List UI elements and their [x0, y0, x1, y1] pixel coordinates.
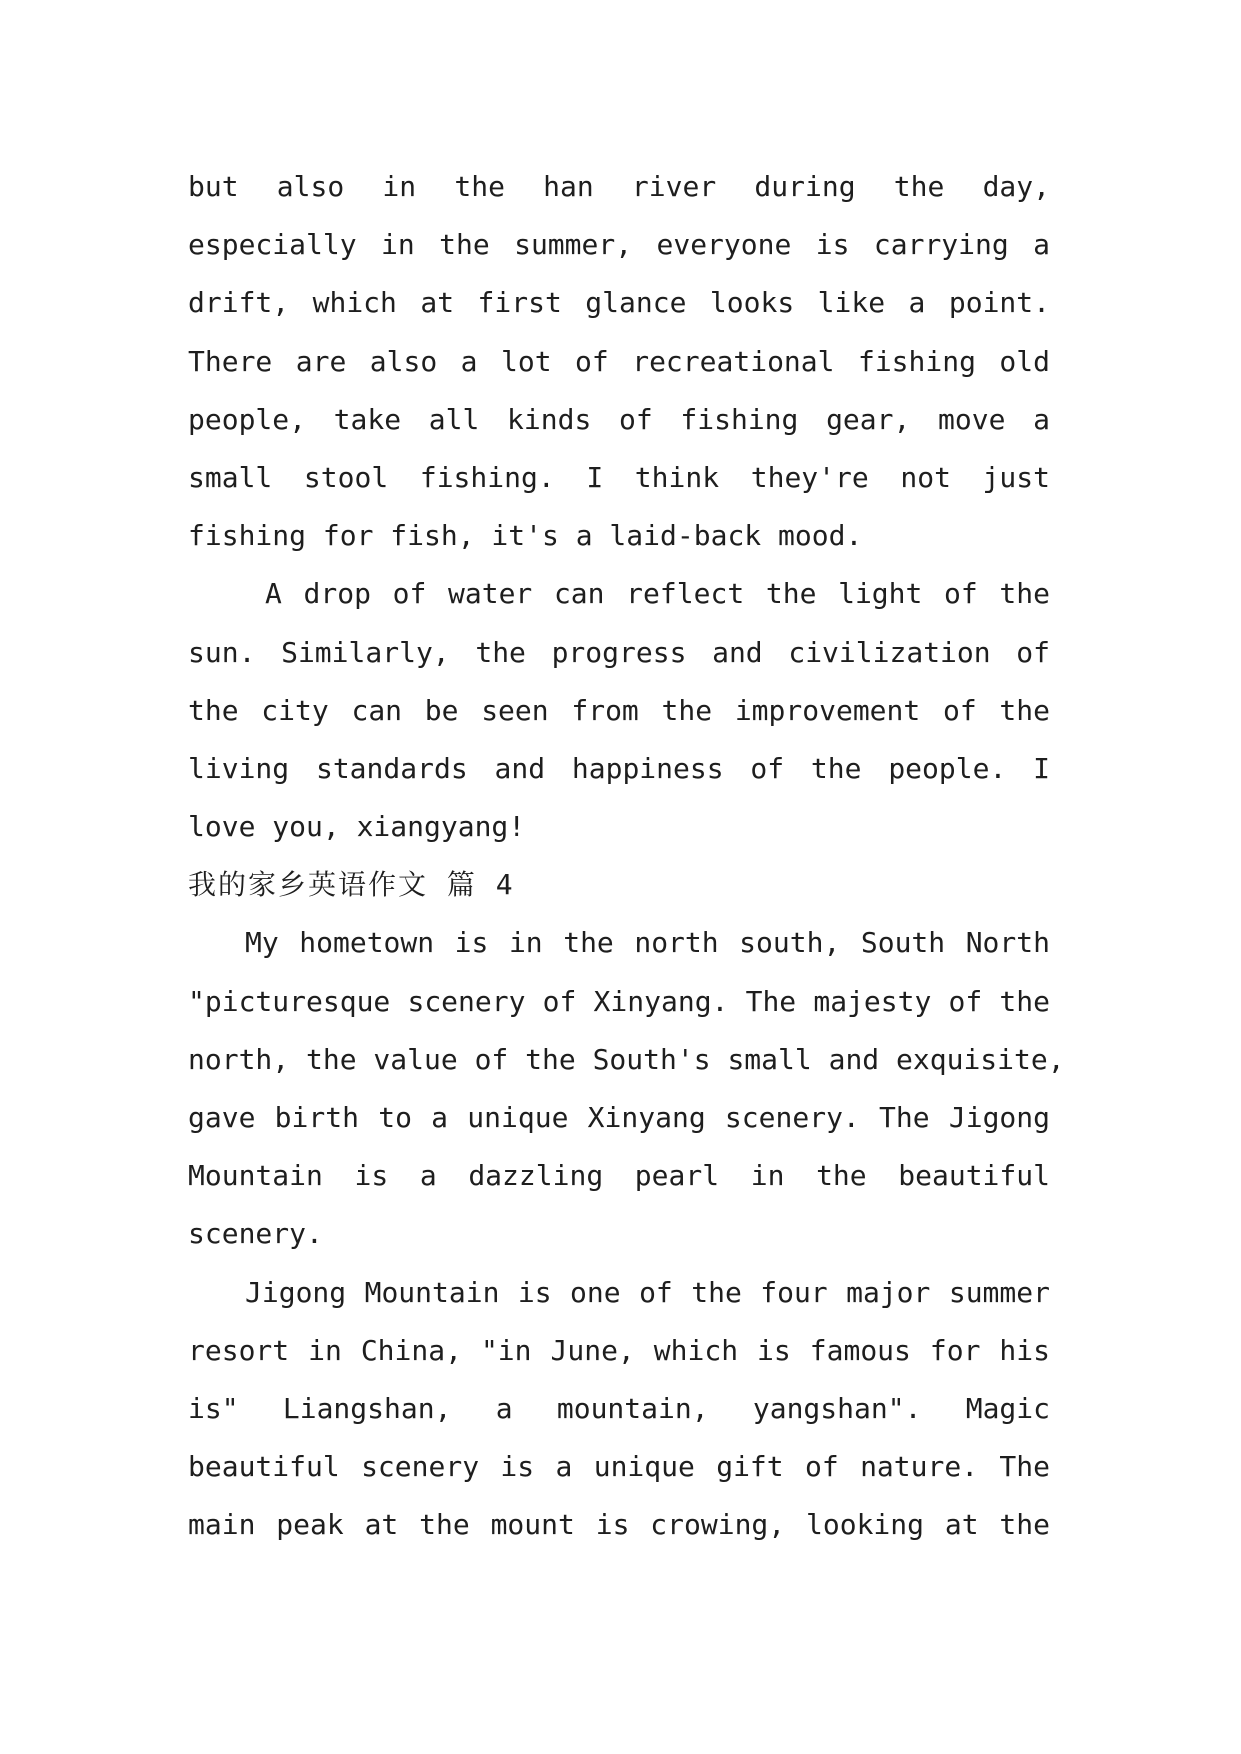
text-line: living standards and happiness of the people. I	[188, 751, 1050, 785]
text-line: There are also a lot of recreational fishing old	[188, 344, 1050, 378]
section-heading: 我的家乡英语作文 篇 4	[188, 868, 515, 902]
text-line: sun. Similarly, the progress and civilization of	[188, 635, 1050, 669]
text-line: is" Liangshan, a mountain, yangshan". Magic	[188, 1391, 1050, 1425]
paragraph-first-line: My hometown is in the north south, South North	[245, 926, 1050, 960]
text-line: especially in the summer, everyone is carrying a	[188, 228, 1050, 262]
paragraph-first-line: Jigong Mountain is one of the four major summer	[245, 1275, 1050, 1309]
text-line: small stool fishing. I think they're not just	[188, 460, 1050, 494]
text-line: but also in the han river during the day,	[188, 170, 1050, 203]
document-page	[188, 158, 1065, 1555]
text-line: main peak at the mount is crowing, looking at the	[188, 1508, 1050, 1542]
text-line: "picturesque scenery of Xinyang. The majesty of the	[188, 984, 1050, 1018]
text-line: gave birth to a unique Xinyang scenery. The Jigong	[188, 1101, 1050, 1134]
text-line: Mountain is a dazzling pearl in the beautiful	[188, 1159, 1050, 1193]
text-line: people, take all kinds of fishing gear, move a	[188, 402, 1050, 436]
text-line: fishing for fish, it's a laid-back mood.	[188, 519, 863, 553]
text-line: love you, xiangyang!	[188, 810, 526, 844]
text-line: the city can be seen from the improvement of the	[188, 693, 1050, 727]
paragraph-first-line: A drop of water can reflect the light of the	[265, 577, 1050, 611]
text-line: drift, which at first glance looks like a point.	[188, 286, 1050, 320]
text-line: resort in China, "in June, which is famous for his	[188, 1333, 1050, 1367]
text-line: scenery.	[188, 1217, 323, 1251]
text-line: beautiful scenery is a unique gift of nature. The	[188, 1450, 1050, 1484]
text-line: north, the value of the South's small and exquisite,	[188, 1042, 1065, 1076]
